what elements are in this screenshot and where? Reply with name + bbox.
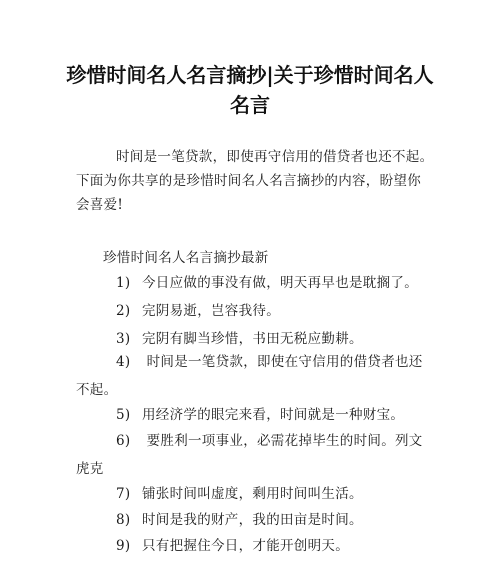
list-item	[76, 348, 434, 404]
list-item-text: 用经济学的眼完来看，时间就是一种财宝。	[142, 407, 405, 423]
list-item-number: 7)	[116, 486, 131, 502]
list-item	[76, 480, 434, 508]
list-item-text: 时间是我的财产，我的田亩是时间。	[142, 512, 363, 528]
document-title-line-2: 名言	[230, 93, 270, 117]
list-item	[76, 297, 434, 325]
list-item-number: 1)	[116, 275, 131, 291]
list-item	[76, 532, 434, 560]
document-title	[60, 60, 440, 120]
list-item-number: 5)	[116, 407, 131, 423]
list-item-text: 要胜利一项事业，必需花掉毕生的时间。列文虎克	[76, 433, 423, 477]
document-title-line-1: 珍惜时间名人名言摘抄|关于珍惜时间名人	[66, 63, 434, 87]
list-item-text: 今日应做的事没有做，明天再早也是耽搁了。	[142, 275, 418, 291]
section-title: 珍惜时间名人名言摘抄最新	[103, 250, 269, 266]
list-item-text: 时间是一笔贷款，即使在守信用的借贷者也还不起。	[76, 354, 423, 398]
list-item-number: 8)	[116, 512, 131, 528]
list-item-text: 完阴易逝，岂容我待。	[142, 303, 280, 319]
list-item-number: 9)	[116, 538, 131, 554]
list-item	[76, 401, 434, 429]
list-item-text: 铺张时间叫虚度，剩用时间叫生活。	[142, 486, 363, 502]
list-item-number: 3)	[116, 331, 131, 347]
list-item	[76, 427, 434, 483]
list-item-text: 完阴有脚当珍惜，书田无税应勤耕。	[142, 331, 363, 347]
list-item-number: 6)	[116, 433, 131, 449]
intro-paragraph: 时间是一笔贷款，即使再守信用的借贷者也还不起。下面为你共享的是珍惜时间名人名言摘抄的内容，盼望你会喜爱!	[76, 149, 434, 213]
list-item	[76, 269, 434, 297]
list-item-text: 只有把握住今日，才能开创明天。	[142, 538, 349, 554]
list-item-number: 2)	[116, 303, 131, 319]
list-item	[76, 506, 434, 534]
list-item-number: 4)	[116, 354, 131, 370]
